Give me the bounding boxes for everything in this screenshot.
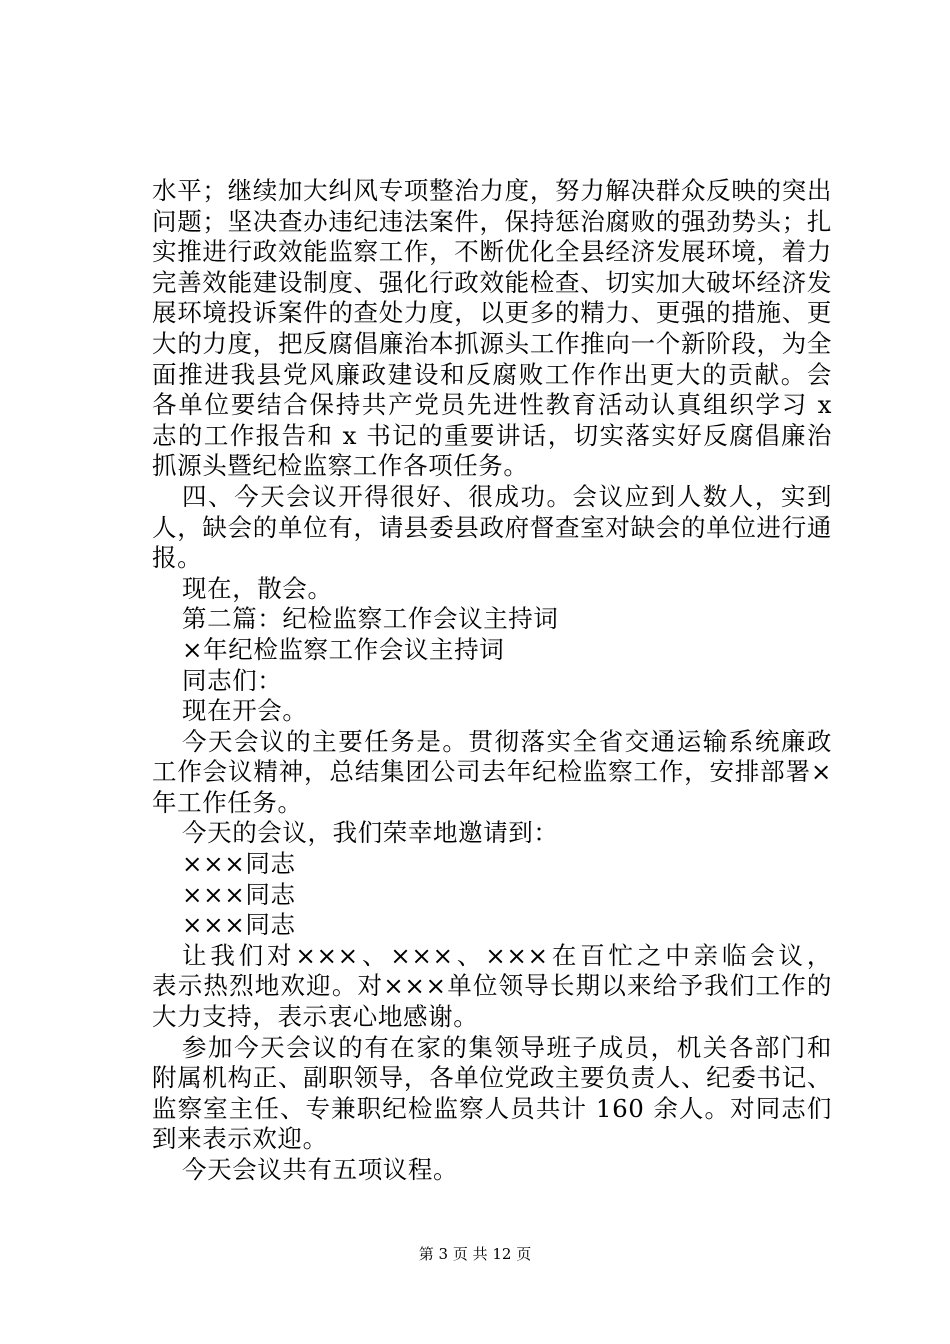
text-line: 实推进行政效能监察工作，不断优化全县经济发展环境，着力: [152, 237, 832, 267]
text-line: 问题；坚决查办违纪违法案件，保持惩治腐败的强劲势头；扎: [152, 206, 832, 236]
text-line: 大的力度，把反腐倡廉治本抓源头工作推向一个新阶段，为全: [152, 328, 832, 358]
text-line: 现在，散会。: [182, 573, 333, 603]
text-line: 人，缺会的单位有，请县委县政府督查室对缺会的单位进行通: [152, 512, 832, 542]
text-line: 附属机构正、副职领导，各单位党政主要负责人、纪委书记、: [152, 1063, 832, 1093]
page-footer: 第 3 页 共 12 页: [418, 1245, 532, 1263]
text-line: 第二篇：纪检监察工作会议主持词: [182, 604, 559, 634]
text-line: 到来表示欢迎。: [152, 1124, 328, 1154]
text-line: ×年纪检监察工作会议主持词: [182, 634, 505, 664]
text-line: 今天会议共有五项议程。: [182, 1155, 459, 1184]
text-line: 今天的会议，我们荣幸地邀请到：: [182, 818, 559, 848]
text-line: 水平；继续加大纠风专项整治力度，努力解决群众反映的突出: [152, 176, 832, 205]
text-line: 让我们对×××、×××、×××在百忙之中亲临会议，: [182, 940, 832, 970]
text-line: 报。: [152, 543, 203, 573]
text-line: ×××同志: [182, 879, 296, 909]
text-line: 现在开会。: [182, 696, 308, 726]
text-line: 各单位要结合保持共产党员先进性教育活动认真组织学习 x: [152, 390, 832, 420]
text-line: 展环境投诉案件的查处力度，以更多的精力、更强的措施、更: [152, 298, 832, 328]
text-line: 志的工作报告和 x 书记的重要讲话，切实落实好反腐倡廉治: [152, 420, 832, 450]
text-line: 完善效能建设制度、强化行政效能检查、切实加大破坏经济发: [152, 267, 832, 297]
text-line: 表示热烈地欢迎。对×××单位领导长期以来给予我们工作的: [152, 971, 832, 1001]
text-line: 抓源头暨纪检监察工作各项任务。: [152, 451, 529, 481]
document-body: [152, 176, 832, 1186]
text-line: ×××同志: [182, 910, 296, 940]
text-line: 参加今天会议的有在家的集领导班子成员，机关各部门和: [182, 1032, 832, 1062]
text-line: 今天会议的主要任务是。贯彻落实全省交通运输系统廉政: [182, 726, 832, 756]
text-line: 同志们：: [182, 665, 283, 695]
text-line: 面推进我县党风廉政建设和反腐败工作作出更大的贡献。会: [152, 359, 832, 389]
text-line: ×××同志: [182, 849, 296, 879]
text-line: 监察室主任、专兼职纪检监察人员共计 160 余人。对同志们: [152, 1093, 832, 1123]
text-line: 年工作任务。: [152, 787, 303, 817]
text-line: 四、今天会议开得很好、很成功。会议应到人数人，实到: [182, 481, 832, 511]
text-line: 工作会议精神，总结集团公司去年纪检监察工作，安排部署×: [152, 757, 832, 787]
text-line: 大力支持，表示衷心地感谢。: [152, 1002, 479, 1032]
